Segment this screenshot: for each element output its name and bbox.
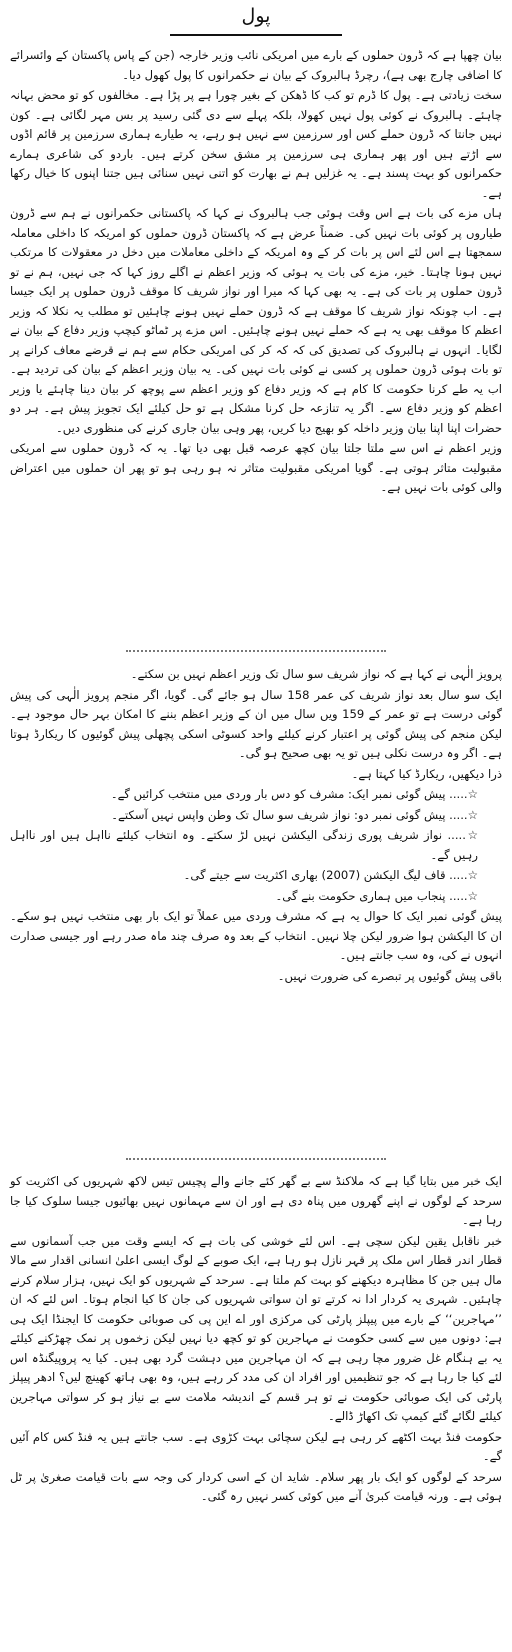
section-drone-attacks (10, 46, 502, 499)
section-predictions (10, 665, 502, 987)
section-divider (126, 650, 386, 652)
title-underline (170, 34, 342, 36)
paragraph: وزیر اعظم نے اس سے ملتا جلتا بیان کچھ عرصہ قبل بھی دیا تھا۔ یہ کہ ڈرون حملوں سے امریکی مقبولیت متاثر ہوتی ہے۔ گویا امریکی مقبولیت متاثر نہ ہو رہی ہو تو پھر ان حملوں میں اعتراض والی کوئی بات نہیں ہے۔ (10, 441, 502, 494)
paragraph: حکومت فنڈ بہت اکٹھے کر رہی ہے لیکن سچائی بہت کڑوی ہے۔ سب جانتے ہیں یہ فنڈ کس کام آئیں گے۔ (10, 1429, 502, 1463)
prediction-item: ☆..... پیش گوئی نمبر ایک: مشرف کو دس بار وردی میں منتخب کرائیں گے۔ (110, 787, 478, 801)
paragraph: پرویز الٰہی نے کہا ہے کہ نواز شریف سو سال تک وزیر اعظم نہیں بن سکتے۔ (130, 667, 502, 681)
prediction-item: ☆..... پنجاب میں ہماری حکومت بنے گی۔ (275, 888, 478, 903)
paragraph: پیش گوئی نمبر ایک کا حوال یہ ہے کہ مشرف وردی میں عملاً تو ایک بار بھی منتخب نہیں ہو سکے۔ ان کا الیکشن ہوا ضرور لیکن چلا نہیں۔ انتخاب کے بعد وہ صرف چند ماہ صدر رہے اور جیسی صدارت انہوں نے کی، وہ سب جانتے ہیں۔ (10, 909, 502, 962)
section-divider (126, 1158, 386, 1160)
section-swat-refugees (10, 1172, 502, 1508)
paragraph: ایک خبر میں بتایا گیا ہے کہ ملاکنڈ سے بے گھر کئے جانے والے پچیس تیس لاکھ شہریوں کی اکثریت کو سرحد کے لوگوں نے اپنے گھروں میں پناہ دی ہے اور ان سے مہمانوں نہیں بھائیوں جیسا سلوک کیا جا رہا ہے۔ (10, 1174, 502, 1227)
paragraph: ہاں مزے کی بات ہے اس وقت ہوئی جب ہالبروک نے کہا کہ پاکستانی حکمرانوں نے ہم سے ڈرون طیاروں پر کوئی بات نہیں کی۔ ضمناً عرض ہے کہ پاکستان ڈرون حملوں کو امریکہ کا داخلی معاملہ سمجھتا ہے اس لئے اس پر بات کر کے وہ امریکہ کے داخلی معاملات میں دخل در معقولات کا مرتکب نہیں ہونا چاہتا۔ خیر، مزے کی بات یہ ہوئی کہ وزیر اعظم نے اگلے روز کہا کہ جی نہیں، ہم نے تو ڈرون حملوں پر بات کی ہے۔ یہ بھی کہا کہ میرا اور نواز شریف کا موقف ڈرون حملوں پر ایک جیسا ہے۔ اب چونکہ نواز شریف کا موقف ہے کہ ڈرون حملے نہیں ہونے چاہئیں تو مطلب یہ نکلا کہ وزیر اعظم کا موقف بھی یہ ہے کہ حملے نہیں ہونے چاہئیں۔ اس مزے پر ٹماٹو کیچپ وزیر دفاع کے بیان نے لگایا۔ انہوں نے ہالبروک کی تصدیق کی کہ کہ کر کی امریکی حکام سے ہم نے قرضے معاف کرانے پر تو بات ہوئی ڈرون حملوں پر کسی نے کوئی بات نہیں کی۔ یہ بیان وزیر اعظم کے بیان کی تردید ہے۔ اب یہ طے کرنا حکومت کا کام ہے کہ وزیر دفاع کو وزیر اعظم سے پوچھ کر بیان دینا چاہئے یا وزیر اعظم کو وزیر دفاع سے۔ اگر یہ تنازعہ حل کرنا مشکل ہے تو حل کیلئے ایک تجویز پیش ہے۔ ہر دو حضرات اپنا اپنا بیان وزیر داخلہ کو بھیج دیا کریں، پھر وہی بیان جاری کرنے کی منظوری دیں۔ (10, 206, 502, 435)
prediction-item: ☆..... قاف لیگ الیکشن (2007) بھاری اکثریت سے جیتے گی۔ (183, 868, 478, 882)
prediction-item: ☆..... نواز شریف پوری زندگی الیکشن نہیں لڑ سکتے۔ وہ انتخاب کیلئے نااہل ہیں اور نااہل رہیں گے۔ (10, 828, 478, 862)
paragraph: ایک سو سال بعد نواز شریف کی عمر 158 سال ہو جائے گی۔ گویا، اگر منجم پرویز الٰہی کی پیش گوئی درست ہے تو عمر کے 159 ویں سال میں ان کے وزیر اعظم بننے کا امکان بہر حال موجود ہے۔ لیکن منجم کی پیش گوئی پر اعتبار کرنے کیلئے واحد کسوٹی اسکی پچھلی پیش گوئیوں کا ریکارڈ ہوتا ہے۔ اگر وہ درست نکلی ہیں تو یہ بھی صحیح ہو گی۔ (10, 687, 502, 760)
paragraph: خبر ناقابل یقین لیکن سچی ہے۔ اس لئے خوشی کی بات ہے کہ ایسے وقت میں جب آسمانوں سے قطار اندر قطار اس ملک پر قہر نازل ہو رہا ہے، ایک صوبے کے لوگ ایسی اعلیٰ انسانی اقدار سے مالا مال ہیں جن کا مظاہرہ دیکھنے کو بہت کم ملتا ہے۔ سرحد کے شہریوں کو ایک نہیں، ہزار سلام کرنے چاہئیں۔ شہری یہ کردار ادا نہ کرتے تو ان سواتی شہریوں کی جان کا کیا انجام ہوتا۔ اس لئے کہ ان ’’مہاجرین‘‘ کے بارے میں پیپلز پارٹی کی مرکزی اور اے این پی کی صوبائی حکومت کا ایجنڈا ایک ہی ہے: دونوں میں سے کسی حکومت نے مہاجرین کو تو کچھ دیا نہیں لیکن زخموں پر نمک چھڑکنے کیلئے یہ بے ہنگام غل ضرور مچا رہی ہے کہ ان مہاجرین میں دہشت گرد بھی ہیں۔ کیا یہ پروپیگنڈہ اس لئے کیا جا رہا ہے کہ جو تنظیمیں اور افراد ان کی مدد کر رہے ہیں، وہ بھی ہاتھ کھینچ لیں؟ ادھر پیپلز پارٹی کی ایک صوبائی حکومت نے تو ہر قسم کے اندیشہ ملامت سے بے نیاز ہو کر سواتی مہاجرین کیلئے لگائے گئے کیمپ تک اکھاڑ ڈالے۔ (10, 1233, 502, 1423)
paragraph: ذرا دیکھیں، ریکارڈ کیا کہتا ہے۔ (351, 766, 502, 781)
prediction-item: ☆..... پیش گوئی نمبر دو: نواز شریف سو سال تک وطن واپس نہیں آسکتے۔ (111, 807, 478, 822)
article-title: پول (241, 5, 271, 27)
paragraph: بیان چھپا ہے کہ ڈرون حملوں کے بارے میں امریکی نائب وزیر خارجہ (جن کے پاس پاکستان کے وائسرائے کا اضافی چارج بھی ہے)، رچرڈ ہالبروک کے بیان نے حکمرانوں کا پول کھول دیا۔ (10, 48, 502, 82)
paragraph: سخت زیادتی ہے۔ پول کا ڈرم تو کب کا ڈھکن کے بغیر چورا ہے پر پڑا ہے۔ مخالفوں کو تو محض بہانہ چاہئے۔ ہالبروک نے کوئی پول نہیں کھولا، بلکہ پہلے سے دی گئی رسید پر بس مہر لگائی ہے۔ کون نہیں جانتا کہ ڈرون حملے کس اور سرزمین سے نہیں ہو رہے، یہ طیارے ہماری سرزمین پر قائم اڈوں سے اڑتے ہیں اور پھر ہماری ہی سرزمین پر مشق سخن کرتے ہیں۔ باردو کی شاعری ہمارے حکمرانوں کو بہت پسند ہے۔ یہ غزلیں ہم نے بھارت کو اتنی نہیں سنائی ہیں جتنا اپنوں کا خیال رکھا ہے۔ (10, 88, 502, 200)
paragraph: باقی پیش گوئیوں پر تبصرے کی ضرورت نہیں۔ (277, 968, 502, 983)
paragraph: سرحد کے لوگوں کو ایک بار پھر سلام۔ شاید ان کے اسی کردار کی وجہ سے بات قیامت صغریٰ پر ٹل ہوئی ہے۔ ورنہ قیامت کبریٰ آنے میں کوئی کسر نہیں رہ گئی۔ (10, 1469, 502, 1503)
